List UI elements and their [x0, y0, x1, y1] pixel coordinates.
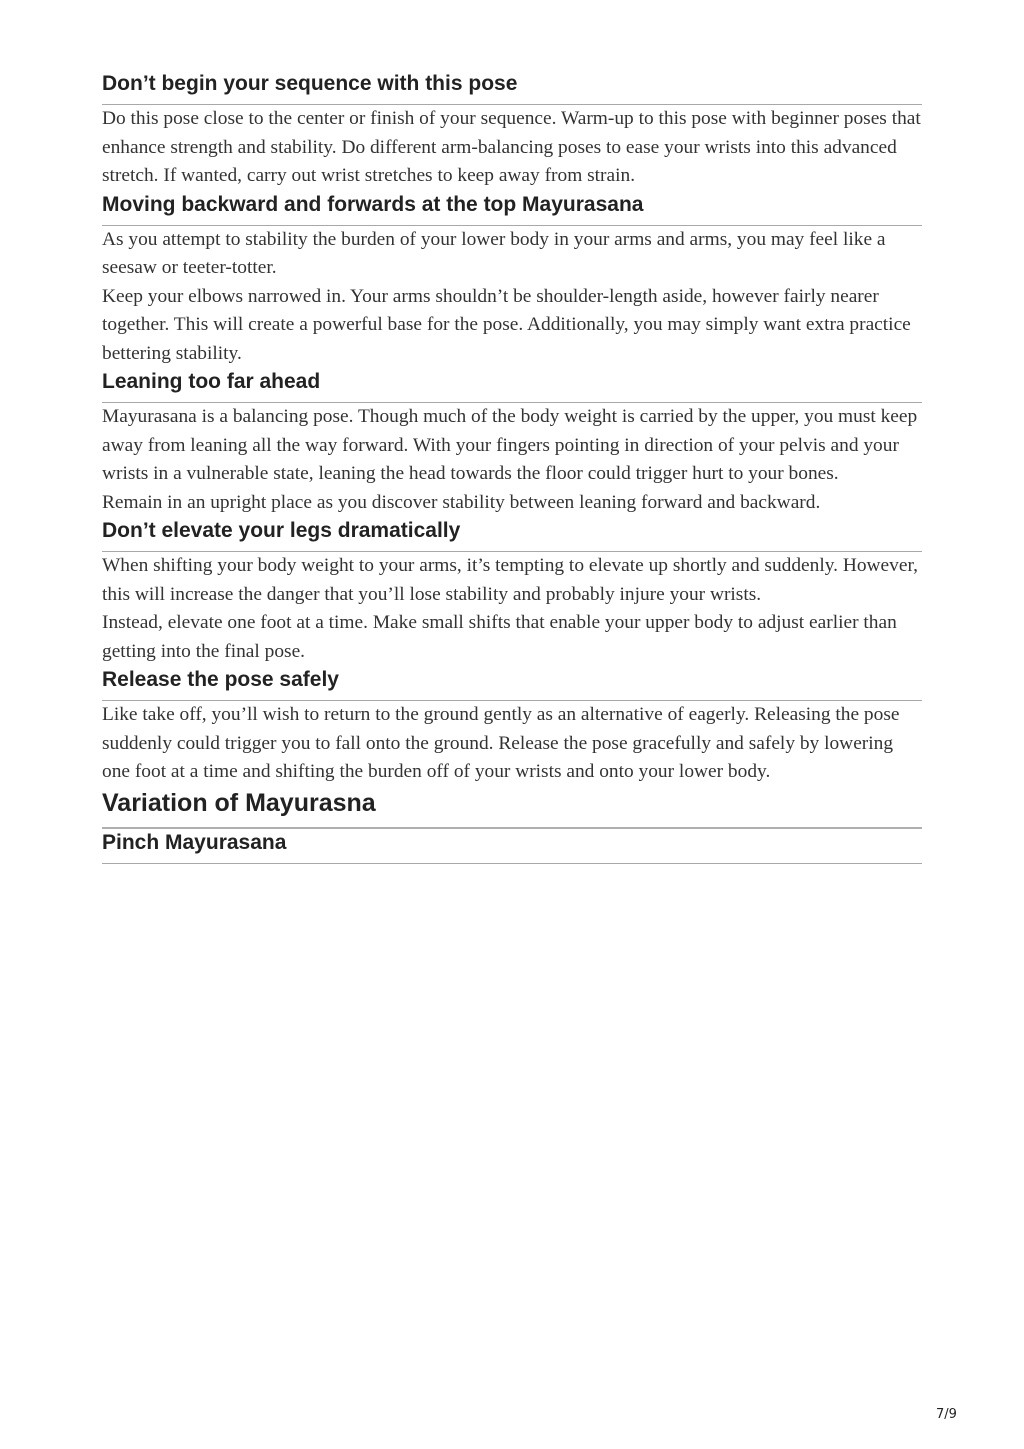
- section-heading: Don’t begin your sequence with this pose: [102, 70, 922, 105]
- section-paragraph: Like take off, you’ll wish to return to the ground gently as an alternative of eagerly. Releasing the pose suddenly could trigger you to fall onto the ground. Release the pose gracefully and safely by lowering one foot at a time and shifting the burden off of your wrists and onto your lower body.: [102, 704, 900, 782]
- variation-heading: Variation of Mayurasna: [102, 787, 922, 829]
- pinch-mayurasana-heading: Pinch Mayurasana: [102, 829, 922, 864]
- section-heading: Don’t elevate your legs dramatically: [102, 517, 922, 552]
- section-paragraph: As you attempt to stability the burden of your lower body in your arms and arms, you may feel like a seesaw or teeter-totter.: [102, 228, 886, 278]
- document-content: [102, 70, 922, 864]
- section-paragraph: When shifting your body weight to your arms, it’s tempting to elevate up shortly and suddenly. However, this will increase the danger that you’ll lose stability and probably injure your wrists.: [102, 555, 918, 605]
- page-number: 7/9: [936, 1407, 957, 1422]
- section-paragraph: Keep your elbows narrowed in. Your arms shouldn’t be shoulder-length aside, however fairly nearer together. This will create a powerful base for the pose. Additionally, you may simply want extra practice bettering stability.: [102, 285, 911, 364]
- section-paragraph: Mayurasana is a balancing pose. Though much of the body weight is carried by the upper, you must keep away from leaning all the way forward. With your fingers pointing in direction of your pelvis and your wrists in a vulnerable state, leaning the head towards the floor could trigger hurt to your bones.: [102, 406, 918, 484]
- section-paragraph: Do this pose close to the center or finish of your sequence. Warm-up to this pose with beginner poses that enhance strength and stability. Do different arm-balancing poses to ease your wrists into this advanced stretch. If wanted, carry out wrist stretches to keep away from strain.: [102, 108, 921, 186]
- section-heading: Leaning too far ahead: [102, 368, 922, 403]
- section-paragraph: Instead, elevate one foot at a time. Make small shifts that enable your upper body to adjust earlier than getting into the final pose.: [102, 612, 897, 662]
- section-heading: Release the pose safely: [102, 666, 922, 701]
- section-heading: Moving backward and forwards at the top Mayurasana: [102, 191, 922, 226]
- section-paragraph: Remain in an upright place as you discover stability between leaning forward and backward.: [102, 491, 821, 513]
